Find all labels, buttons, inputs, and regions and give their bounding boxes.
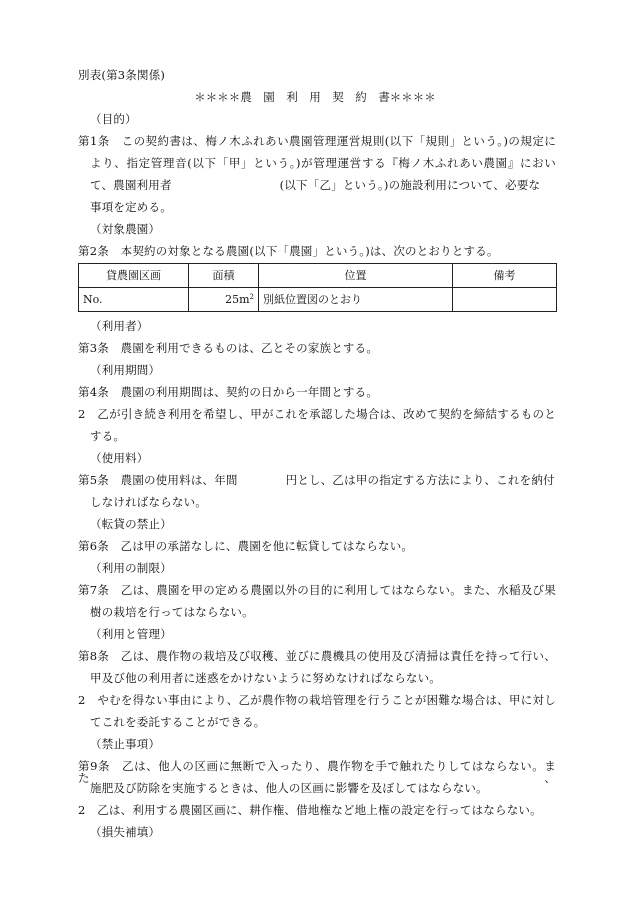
heading-period: （利用期間） bbox=[90, 363, 161, 377]
annex-label: 別表(第3条関係) bbox=[78, 68, 166, 82]
article-4-line-1: 第4条 農園の利用期間は、契約の日から一年間とする。 bbox=[78, 385, 379, 399]
article-9-line-2: 施肥及び防除を実施するときは、他人の区画に影響を及ぼしてはならない。 bbox=[90, 781, 488, 795]
farm-table-cell-note bbox=[453, 288, 557, 312]
article-5-line-1-part-b: 円とし、乙は甲の指定する方法により、これを納付 bbox=[285, 473, 555, 487]
article-4-paragraph-2-line-2: する。 bbox=[90, 429, 126, 443]
article-8-paragraph-2-line-1: 2 やむを得ない事由により、乙が農作物の栽培管理を行うことが困難な場合は、甲に対し bbox=[78, 693, 556, 707]
article-2-line-1: 第2条 本契約の対象となる農園(以下「農園」という。)は、次のとおりとする。 bbox=[78, 244, 499, 258]
farm-table-row bbox=[79, 288, 557, 312]
heading-target-farm: （対象農園） bbox=[90, 222, 161, 236]
farm-table-header-plot: 貸農園区画 bbox=[79, 264, 189, 288]
heading-user: （利用者） bbox=[90, 319, 149, 333]
article-8-line-2: 甲及び他の利用者に迷惑をかけないように努めなければならない。 bbox=[90, 671, 441, 685]
heading-restriction: （利用の制限） bbox=[90, 561, 172, 575]
article-3-line-1: 第3条 農園を利用できるものは、乙とその家族とする。 bbox=[78, 341, 379, 355]
farm-table-header-note: 備考 bbox=[453, 264, 557, 288]
heading-purpose: （目的） bbox=[90, 112, 137, 126]
article-7-line-1: 第7条 乙は、農園を甲の定める農園以外の目的に利用してはならない。また、水稲及び果 bbox=[78, 583, 556, 597]
article-1-line-4: 事項を定める。 bbox=[90, 200, 172, 214]
farm-table bbox=[78, 263, 557, 312]
article-4-paragraph-2-line-1: 2 乙が引き続き利用を希望し、甲がこれを承認した場合は、改めて契約を締結するものと bbox=[78, 407, 556, 421]
article-1-line-2: より、指定管理音(以下「甲」という。)が管理運営する『梅ノ木ふれあい農園』におい bbox=[90, 156, 556, 170]
heading-prohibited: （禁止事項） bbox=[90, 737, 161, 751]
farm-table-cell-area bbox=[189, 288, 259, 312]
farm-table-header-area: 面積 bbox=[189, 264, 259, 288]
farm-table-cell-plot: No. bbox=[79, 288, 189, 312]
heading-management: （利用と管理） bbox=[90, 627, 172, 641]
heading-damage-compensation: （損失補填） bbox=[90, 825, 161, 839]
article-1-line-1: 第1条 この契約書は、梅ノ木ふれあい農園管理運営規則(以下「規則」という。)の規定に bbox=[78, 134, 556, 148]
contract-title: ＊＊＊＊農 園 利 用 契 約 書＊＊＊＊ bbox=[194, 90, 436, 104]
farm-table-header-location: 位置 bbox=[259, 264, 453, 288]
article-1-line-3 bbox=[90, 180, 556, 192]
article-9-line-1: 第9条 乙は、他人の区画に無断で入ったり、農作物を手で触れたりしてはならない。また、 bbox=[78, 759, 556, 785]
article-8-line-1: 第8条 乙は、農作物の栽培及び収穫、並びに農機具の使用及び清掃は責任を持って行い、 bbox=[78, 649, 556, 663]
farm-table-header-row bbox=[79, 264, 557, 288]
article-9-paragraph-2-line-1: 2 乙は、利用する農園区画に、耕作権、借地権など地上権の設定を行ってはならない。 bbox=[78, 803, 542, 817]
farm-table-cell-location: 別紙位置図のとおり bbox=[259, 288, 453, 312]
article-7-line-2: 樹の栽培を行ってはならない。 bbox=[90, 605, 254, 619]
article-6-line-1: 第6条 乙は甲の承諾なしに、農園を他に転貸してはならない。 bbox=[78, 539, 414, 553]
article-5-line-1 bbox=[78, 475, 556, 487]
heading-fee: （使用料） bbox=[90, 451, 149, 465]
article-5-line-2: しなければならない。 bbox=[90, 495, 207, 509]
article-8-paragraph-2-line-2: てこれを委託することができる。 bbox=[90, 715, 266, 729]
area-unit-superscript: 2 bbox=[249, 293, 254, 301]
article-1-line-3-part-a: て、農園利用者 bbox=[90, 178, 172, 192]
area-value: 25m bbox=[225, 293, 250, 306]
heading-sublease: （転貸の禁止） bbox=[90, 517, 172, 531]
article-5-line-1-part-a: 第5条 農園の使用料は、年間 bbox=[78, 473, 238, 487]
article-1-line-3-part-b: (以下「乙」という。)の施設利用について、必要な bbox=[279, 178, 541, 192]
